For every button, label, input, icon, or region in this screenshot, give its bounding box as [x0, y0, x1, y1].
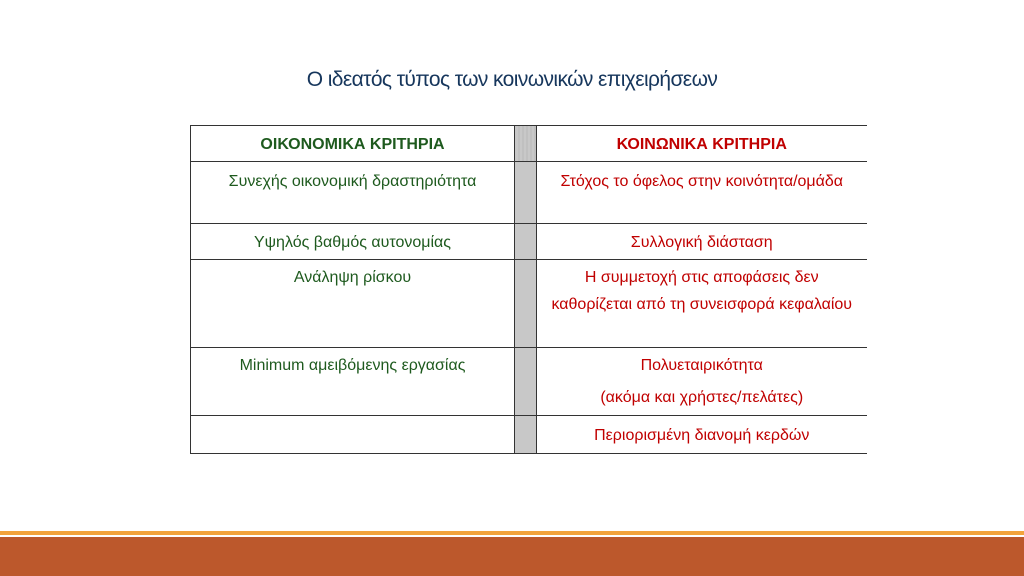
table-header-row — [191, 126, 867, 162]
economic-criterion: Minimum αμειβόμενης εργασίας — [191, 348, 515, 416]
divider-column — [515, 260, 537, 348]
social-criterion: Περιορισμένη διανομή κερδών — [537, 416, 867, 454]
economic-criterion: Συνεχής οικονομική δραστηριότητα — [191, 162, 515, 224]
economic-criterion-empty — [191, 416, 515, 454]
social-criterion-note: (ακόμα και χρήστες/πελάτες) — [600, 389, 804, 406]
footer-bar — [0, 537, 1024, 576]
slide-title: Ο ιδεατός τύπος των κοινωνικών επιχειρήσεων — [306, 68, 718, 91]
social-criterion: Η συμμετοχή στις αποφάσεις δεν καθορίζεται από τη συνεισφορά κεφαλαίου — [537, 260, 867, 348]
table-row — [191, 224, 867, 260]
header-economic-criteria: ΟΙΚΟΝΟΜΙΚΑ ΚΡΙΤΗΡΙΑ — [191, 126, 515, 162]
divider-column — [515, 224, 537, 260]
table-row — [191, 348, 867, 416]
header-social-criteria: ΚΟΙΝΩΝΙΚΑ ΚΡΙΤΗΡΙΑ — [537, 126, 867, 162]
divider-column — [515, 348, 537, 416]
table-row — [191, 260, 867, 348]
divider-column — [515, 162, 537, 224]
divider-column — [515, 416, 537, 454]
table-row — [191, 416, 867, 454]
criteria-table — [190, 125, 867, 454]
table-row — [191, 162, 867, 224]
economic-criterion: Υψηλός βαθμός αυτονομίας — [191, 224, 515, 260]
footer-accent-line — [0, 531, 1024, 535]
social-criterion: Συλλογική διάσταση — [537, 224, 867, 260]
divider-column — [515, 126, 537, 162]
social-criterion-cell — [537, 348, 867, 416]
social-criterion: Στόχος το όφελος στην κοινότητα/ομάδα — [537, 162, 867, 224]
social-criterion: Πολυεταιρικότητα — [640, 357, 763, 374]
economic-criterion: Ανάληψη ρίσκου — [191, 260, 515, 348]
